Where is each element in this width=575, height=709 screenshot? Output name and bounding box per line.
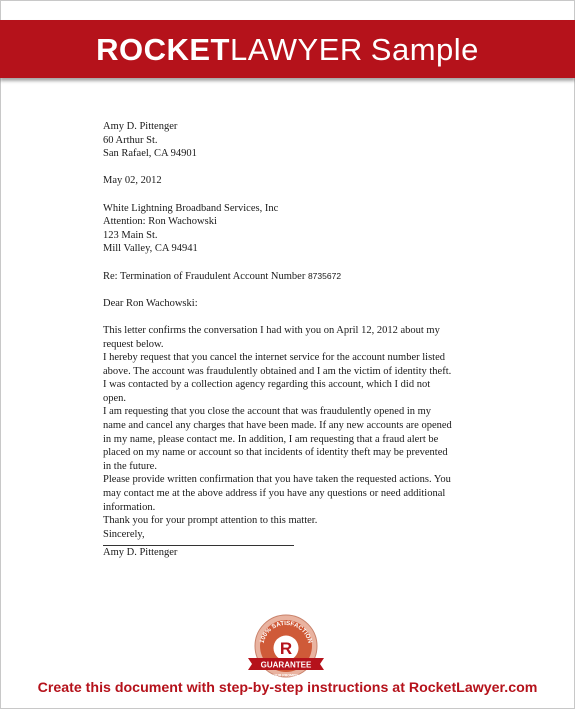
subject-text: Re: Termination of Fraudulent Account Number [103,270,306,282]
banner-sample-label: Sample [370,32,479,67]
paragraph-confirmation-request: Please provide written confirmation that you have taken the requested actions. You may contact me at the above address if you have any questions or need additional information. [103,474,451,513]
footer-cta-link[interactable]: Create this document with step-by-step instructions at RocketLawyer.com [37,680,538,696]
letter-date: May 02, 2012 [103,175,162,187]
paragraph-confirmation: This letter confirms the conversation I had with you on April 12, 2012 about my request below. [103,324,440,350]
sender-line: 60 Arthur St. [103,134,158,146]
sender-line: San Rafael, CA 94901 [103,148,197,160]
satisfaction-guarantee-seal-icon [244,613,328,683]
signature-name: Amy D. Pittenger [103,547,178,558]
signature-line [103,545,294,546]
recipient-address [103,202,453,256]
account-number: 8735672 [307,270,342,281]
paragraph-thanks: Thank you for your prompt attention to this matter. [103,515,318,527]
recipient-line: Attention: Ron Wachowski [103,216,217,228]
paragraph-close-account: I am requesting that you close the account that was fraudulently opened in my name and cancel any charges that have been made. If any new accounts are opened in my name, please contact me. In addition, I am requesting that a fraud alert be placed on my name or account so that incidents of identity theft may be prevented in the future. [103,406,452,472]
salutation: Dear Ron Wachowski: [103,297,198,309]
closing: Sincerely, [103,528,145,540]
letter-body [103,120,453,541]
seal-letter: R [279,639,293,658]
brand-name-bold: ROCKET [96,32,230,67]
paragraph-request: I hereby request that you cancel the internet service for the account number listed above. The account was fraudulently obtained and I am the victim of identity theft. I was contacted by a collection agency regarding this account, which I did not open. [103,352,452,404]
recipient-line: 123 Main St. [103,229,158,241]
brand-name-light: LAWYER [230,32,363,67]
seal-top-text: 100% SATISFACTION [258,619,314,645]
seal-ribbon-text: GUARANTEE [260,660,312,670]
banner-title [0,32,575,68]
recipient-line: White Lightning Broadband Services, Inc [103,202,279,214]
seal-bottom-text: OUR PROMISE [273,673,299,678]
sender-line: Amy D. Pittenger [103,121,178,132]
subject-line [103,270,453,284]
recipient-line: Mill Valley, CA 94941 [103,243,198,255]
sample-banner [0,20,575,78]
sender-address [103,120,453,161]
